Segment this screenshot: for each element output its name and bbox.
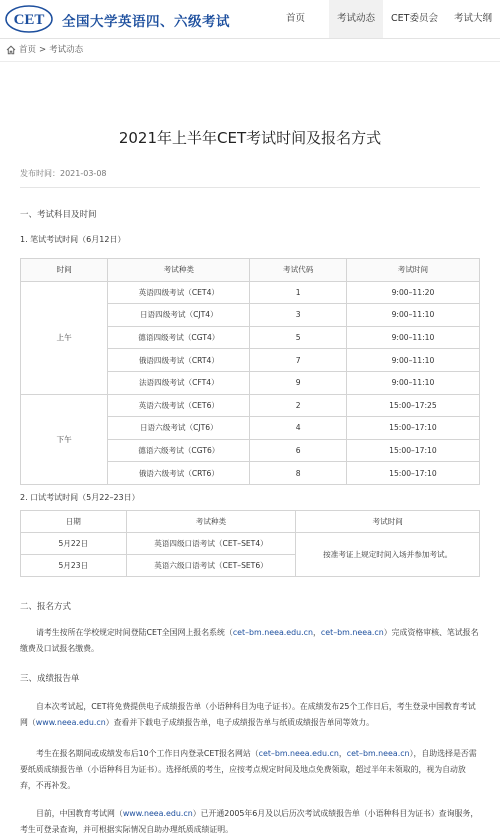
table-header: 时间: [21, 259, 108, 282]
text-segment: 请考生按所在学校规定时间登陆CET全国网上报名系统（: [36, 627, 233, 637]
nav-exam-syllabus[interactable]: 考试大纲: [453, 13, 492, 24]
session-morning: 上午: [21, 281, 108, 394]
exam-name: 法语四级考试（CFT4）: [108, 371, 250, 394]
exam-name: 德语六级考试（CGT6）: [108, 439, 250, 462]
exam-time: 15:00–17:10: [346, 462, 479, 485]
table-header: 考试时间: [296, 510, 480, 532]
link-neea[interactable]: www.neea.edu.cn: [122, 808, 193, 818]
table-header-row: [21, 259, 480, 282]
exam-code: 3: [250, 304, 346, 327]
main-nav: [278, 0, 500, 38]
section-heading-subjects: 一、考试科目及时间: [20, 210, 97, 220]
link-cet-bm-edu[interactable]: cet–bm.neea.edu.cn: [258, 748, 339, 758]
table-header: 考试代码: [250, 259, 346, 282]
svg-text:CET: CET: [13, 12, 45, 28]
exam-code: 6: [250, 439, 346, 462]
exam-name: 英语四级考试（CET4）: [108, 281, 250, 304]
paper-report-paragraph: [20, 746, 480, 794]
site-header: [0, 0, 500, 39]
text-segment: ，: [338, 748, 347, 758]
breadcrumb-current[interactable]: 考试动态: [49, 45, 84, 55]
written-exam-heading: 1. 笔试考试时间（6月12日）: [20, 235, 126, 244]
link-neea[interactable]: www.neea.edu.cn: [35, 717, 106, 727]
exam-code: 2: [250, 394, 346, 417]
exam-time: 9:00–11:10: [346, 304, 479, 327]
table-header: 考试种类: [108, 259, 250, 282]
session-afternoon: 下午: [21, 394, 108, 484]
text-segment: ）完成资格审核、笔试报名缴费及口试报名缴费。: [20, 627, 479, 653]
oral-date: 5月22日: [21, 532, 127, 554]
breadcrumb: [0, 39, 500, 62]
exam-time: 9:00–11:10: [346, 349, 479, 372]
score-query-paragraph: [20, 806, 480, 838]
page-title: 2021年上半年CET考试时间及报名方式: [118, 129, 382, 147]
exam-name: 德语四级考试（CGT4）: [108, 326, 250, 349]
text-segment: ）查看并下载电子成绩报告单，电子成绩报告单与纸质成绩报告单同等效力。: [105, 717, 375, 727]
text-segment: 自本次考试起，CET将免费提供电子成绩报告单（小语种科目为电子证书）。在成绩发布25个工作日后，考生登录中国教育考试网（: [20, 701, 476, 727]
publish-date: 2021-03-08: [60, 169, 107, 178]
exam-name: 日语四级考试（CJT4）: [108, 304, 250, 327]
site-title: 全国大学英语四、六级考试: [62, 14, 230, 30]
exam-time: 9:00–11:10: [346, 371, 479, 394]
exam-time: 15:00–17:10: [346, 439, 479, 462]
oral-time-note: 按准考证上规定时间入场并参加考试。: [296, 532, 480, 576]
breadcrumb-separator: >: [39, 45, 47, 55]
exam-time: 9:00–11:10: [346, 326, 479, 349]
table-header-row: [21, 510, 480, 532]
link-cet-bm-edu[interactable]: cet–bm.neea.edu.cn: [232, 627, 314, 637]
section-heading-registration: 二、报名方式: [20, 601, 72, 612]
nav-cet-committee[interactable]: CET委员会: [391, 13, 438, 24]
exam-code: 4: [250, 417, 346, 440]
text-segment: 目前，中国教育考试网（: [36, 808, 123, 818]
exam-name: 俄语六级考试（CRT6）: [108, 462, 250, 485]
oral-exam-table: [20, 510, 480, 577]
oral-date: 5月23日: [21, 554, 127, 576]
publish-info: [20, 168, 480, 188]
written-exam-table: [20, 258, 480, 485]
exam-code: 7: [250, 349, 346, 372]
table-row: [21, 281, 480, 304]
oral-exam-heading: 2. 口试考试时间（5月22–23日）: [20, 492, 140, 502]
oral-exam-name: 英语四级口语考试（CET–SET4）: [126, 532, 296, 554]
article: [0, 128, 500, 838]
exam-name: 日语六级考试（CJT6）: [108, 417, 250, 440]
nav-exam-news[interactable]: 考试动态: [329, 0, 383, 38]
breadcrumb-home[interactable]: 首页: [19, 45, 37, 55]
exam-code: 9: [250, 371, 346, 394]
exam-time: 15:00–17:10: [346, 417, 479, 440]
text-segment: ），自助选择是否需要纸质成绩报告单（小语种科目为证书）。选择纸质的考生，应按考点规定时间及地点免费领取，超过半年未领取的，视为自动放弃，不再补发。: [20, 748, 477, 790]
home-icon: [6, 45, 16, 55]
table-row: [21, 532, 480, 554]
nav-home[interactable]: 首页: [286, 13, 306, 24]
exam-time: 9:00–11:20: [346, 281, 479, 304]
exam-name: 英语六级考试（CET6）: [108, 394, 250, 417]
table-row: [21, 394, 480, 417]
exam-code: 1: [250, 281, 346, 304]
registration-paragraph: [20, 625, 480, 657]
text-segment: ，: [313, 627, 321, 637]
exam-name: 俄语四级考试（CRT4）: [108, 349, 250, 372]
text-segment: 考生在报名期间或成绩发布后10个工作日内登录CET报名网站（: [36, 748, 259, 758]
table-header: 考试种类: [126, 510, 296, 532]
exam-code: 8: [250, 462, 346, 485]
table-header: 考试时间: [346, 259, 479, 282]
exam-time: 15:00–17:25: [346, 394, 479, 417]
score-report-paragraph: [20, 699, 480, 731]
exam-code: 5: [250, 326, 346, 349]
table-header: 日期: [21, 510, 127, 532]
text-segment: ）已开通2005年6月及以后历次考试成绩报告单（小语种科目为证书）查询服务，考生可登录查询，并可根据实际情况自助办理纸质成绩证明。: [20, 808, 479, 834]
link-cet-bm-cn[interactable]: cet–bm.neea.cn: [346, 748, 410, 758]
section-heading-score-report: 三、成绩报告单: [20, 673, 80, 684]
publish-label: 发布时间：: [20, 169, 60, 178]
oral-exam-name: 英语六级口语考试（CET–SET6）: [126, 554, 296, 576]
cet-logo[interactable]: [4, 4, 54, 34]
link-cet-bm-cn[interactable]: cet–bm.neea.cn: [320, 627, 384, 637]
